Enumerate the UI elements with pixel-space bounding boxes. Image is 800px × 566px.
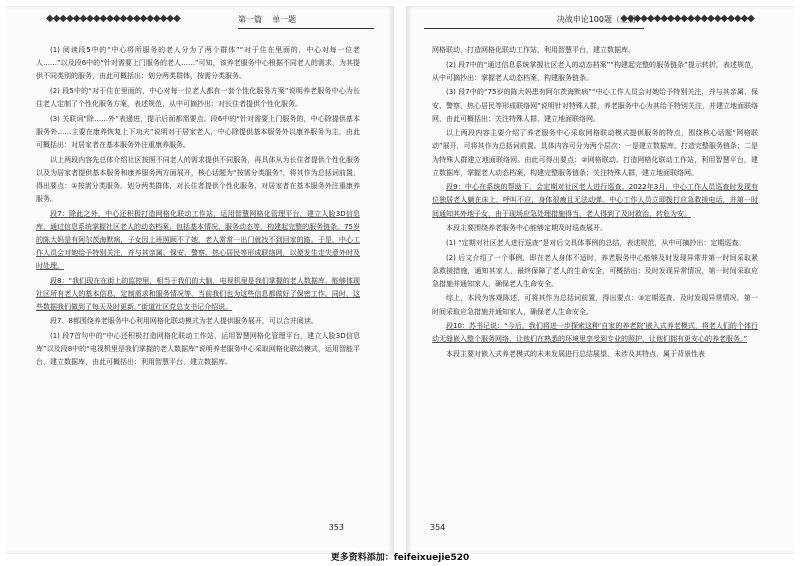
paragraph: 以上两段内容先总体介绍社区按照不同老人的需求提供不同服务，再具体从为长住者提供个性化服务以及为居家者提供基本服务和康养服务两方面展开，核心话题为“按需分类服务”，将其作为总括词前置，得出要点：①按需分类服务。划分两类群体，对长住者提供个性化服务，对居家者在基本服务外注重康养服务。: [36, 155, 360, 203]
paragraph: 本段主要对嵌入式养老模式的未来发展进行总结展望，未涉及其特点，属于背景性表: [446, 350, 705, 358]
left-body-text: [36, 44, 360, 371]
paragraph: (2) 后文介绍了一个事例，即在老人身体不适时，养老服务中心能够及时发现异常并第一时间采取紧急救援措施，通知其家人，最终保障了老人的生命安全，可概括出：及时发现异常情况，第一时间采取应急措施并通知家人，确保老人生命安全。: [432, 253, 758, 288]
paragraph: 综上，本段为客观陈述，可将其作为总括词前置，得出要点：③定期巡查。及时发现异常情况，第一时间采取应急措施并通知家人，确保老人生命安全。: [432, 294, 758, 316]
paragraph: 段7、8都围绕养老服务中心利用网格化联动模式为老人提供服务展开，可以合并阅读。: [50, 317, 318, 326]
page-number: 354: [430, 523, 446, 532]
right-running-header: [424, 12, 644, 29]
right-header-ornament: ◆◆◆◆◆◆◆◆◆◆◆◆◆◆◆◆◆◆◆◆: [620, 13, 754, 24]
paragraph: (2) 段5中的“对于住在里面的，中心对每一位老人都有一套个性化服务方案”说明养老服务中心为长住老人定制了个性化服务方案，表述规范，从中可摘抄出：对长住者提供个性化服务。: [36, 86, 360, 108]
paragraph: 以上两段内容主要介绍了养老服务中心采取网格联动模式提供服务的特点，围绕核心话题“网格联动”展开，可将其作为总括词前置。具体内容可分为两个层次：一是建立数据库，打造完整服务链条；二是为特殊人群建立地面联络网。由此可得出要点：②网格联动。打造网格化联动工作站，利用智慧平台，建立数据库，掌握老人动态档案，构建完整服务链条；关注特殊人群，建立地面联络网。: [432, 129, 758, 177]
footer-note: 更多资料添加：feifeixuejie520: [330, 553, 470, 563]
left-running-header: [238, 12, 374, 29]
paragraph: (1) 段7首句中的“中心还积极打造网格化联动工作站，运用智慧网格化管理平台，建立人脸3D信息库”以及段8中的“电视机里是我们掌握的老人数据库”说明养老服务中心采取网格化联动模式，运用智能平台，建立数据库，由此可概括出：利用智慧平台，建立数据库。: [36, 332, 360, 367]
paragraph: 网格联动，打造网格化联动工作站，利用智慧平台，建立数据库。: [432, 46, 635, 54]
paragraph-excerpt: 段10：苏书记说：“今后，我们将进一步探索这种‘自家的养老院’嵌入式养老模式，将老人们的个体行动无缝嵌入整个服务网络，让他们在熟悉的环境里享受到专业的照护，让他们拥有更安心的养老服务。”: [432, 322, 758, 344]
page-number: 353: [328, 523, 344, 532]
paragraph: (2) 段7中的“通过信息系统掌握社区老人的动态档案”“构建起完整的服务链条”提示转折，表述规范，从中可摘抄出：掌握老人动态档案，构建服务链条。: [432, 60, 758, 82]
header-part: 第一篇: [238, 15, 262, 24]
paragraph: (1) 阅读段5中的“中心将所服务的老人分为了两个群体”“对于住在里面的，中心对每一位老人……”以及段6中的“针对需要上门服务的老人……”可知，该养老服务中心根据不同老人的需求，为其提供不同类别的服务，由此可概括出：划分两类群体，按需分类服务。: [36, 46, 360, 81]
paragraph: (3) 段7中的“75岁的陈大妈患有阿尔茨海默病”“中心工作人员会对她给予特别关注，并与其亲属、保安、警察、热心居民等形成联络网”说明针对特殊人群，养老服务中心为其给予特别关注，并建立地面联络网，由此可概括出：关注特殊人群，建立地面联络网。: [432, 88, 758, 123]
left-header-ornament: ◆◆◆◆◆◆◆◆◆◆◆◆◆◆◆◆◆◆◆◆: [46, 13, 180, 24]
right-page: [406, 6, 794, 554]
paragraph: 本段主要围绕养老服务中心能够定期及时巡查展开。: [446, 224, 607, 233]
paragraph: (3) 关联词“除……外”表递进，提示后面都需要点。段6中的“针对需要上门服务的，中心除提供基本服务外……主要在康养恢复上下功夫”说明对于居家老人，中心除提供基本服务外以康养服务为主，由此可概括出：对居家者在基本服务外注重康养服务。: [36, 114, 360, 149]
paragraph-excerpt: 段9：中心在系统的帮助下，会定期对社区老人进行巡查。2022年3月，中心工作人员巡查时发现有位独居老人躺在床上，呼叫不应，身体很瘦且无法动弹。中心工作人员立即拨打应急救援电话，并第一时间通知其外地子女，由于现场应急处理措施得当，老人得到了及时救治，转危为安。: [432, 183, 758, 218]
left-page: [6, 6, 394, 554]
paragraph-excerpt: 段7：除此之外，中心还积极打造网格化联动工作站，运用智慧网格化管理平台，建立人脸3D信息库，通过信息系统掌握社区老人的动态档案，包括基本情况、服务动态等，构建起完整的服务链条。75岁的陈大妈是有阿尔茨海默病，子女因上班照顾不了她，老人常常一出门就找不到回家的路。于是，中心工作人员会对她给予特别关注，并与其亲属、保安、警察、热心居民等形成联络网，以便发生走失意外时及时处理。: [36, 209, 360, 270]
paragraph: (1) “定期对社区老人进行巡查”是对后文具体事例的总结，表述规范，从中可摘抄出：定期巡查。: [446, 238, 746, 247]
header-section: 单一题: [272, 15, 297, 24]
header-title: 决战申论100题（上册）: [556, 15, 644, 24]
right-body-text: [432, 44, 758, 363]
paragraph-excerpt: 段8：“我们现在在街上的监控里，相当于我们的大脑，电视机里是我们掌握的老人数据库，能够体现社区所有老人的基本信息，定制需求和服务情况等，当前我们也为这些信息都做好了保密工作。同时，这些数据我们做到了每天及时更新。”街道社区党总支书记介绍说。: [36, 276, 360, 311]
